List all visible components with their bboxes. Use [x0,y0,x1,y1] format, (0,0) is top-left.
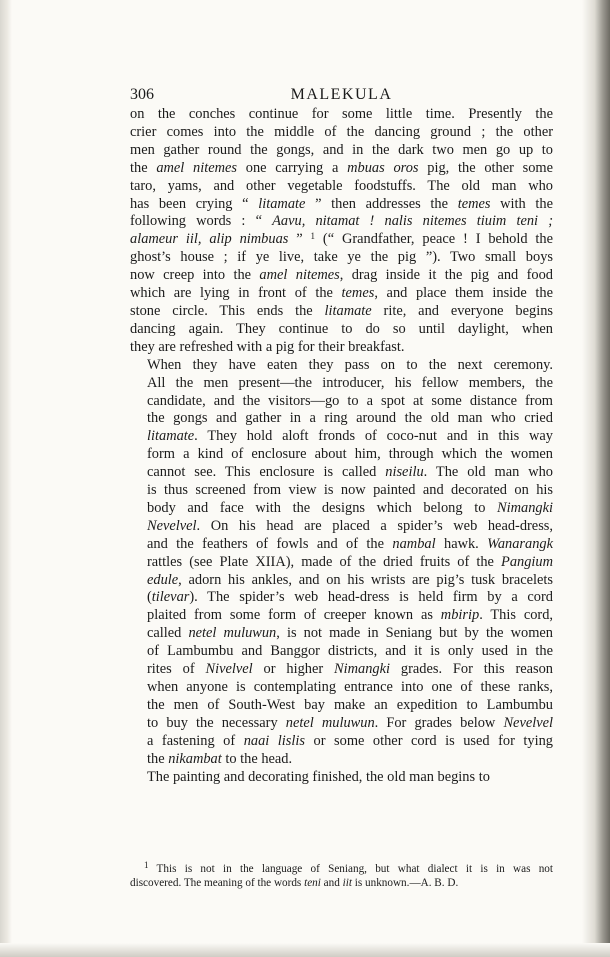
book-page [130,84,553,786]
text-line: rattles (see Plate XIIA), made of the dried fruits of the Pangium [147,553,553,570]
page-number: 306 [130,86,154,103]
text-line: All the men present—the introducer, his fellow members, the [147,374,553,391]
text-line: ghost’s house ; if ye live, take ye the pig ”). Two small boys [130,249,553,266]
text-line: has been crying “ litamate ” then addresses the temes with the [130,195,553,212]
text-line: the gongs and gather in a ring around the old man who cried [147,410,553,427]
text-line: candidate, and the visitors—go to a spot at some distance from [147,392,553,409]
text-line: on the conches continue for some little time. Presently the [130,106,553,122]
paragraph-3 [130,769,553,787]
text-line: they are refreshed with a pig for their breakfast. [130,338,405,355]
text-line: a fastening of naai lislis or some other cord is used for tying [147,732,553,749]
running-title: MALEKULA [290,86,393,103]
body-text [130,106,553,786]
text-line: plaited from some form of creeper known as mbirip. This cord, [147,607,553,624]
text-line: now creep into the amel nitemes, drag inside it the pig and food [130,267,553,284]
text-line: crier comes into the middle of the dancing ground ; the other [130,123,553,140]
text-line: the nikambat to the head. [147,750,293,767]
text-line: (tilevar). The spider’s web head-dress is held firm by a cord [147,589,553,606]
text-line: the men of South-West bay make an expedition to Lambumbu [147,696,553,713]
footnote-line: $^1$ This is not in the language of Seniang, but what dialect it is in was not [144,860,553,875]
text-line: dancing again. They continue to do so until daylight, when [130,320,553,337]
text-line: edule, adorn his ankles, and on his wrists are pig’s tusk bracelets [147,571,553,588]
paragraph-2 [130,357,553,769]
text-line: is thus screened from view is now painted and decorated on his [147,482,553,499]
text-line: rites of Nivelvel or higher Nimangki grades. For this reason [147,661,553,678]
text-line: men gather round the gongs, and in the dark two men go up to [130,141,553,158]
text-line: and the feathers of fowls and of the nambal hawk. Wanarangk [147,535,553,552]
running-head [130,84,553,106]
text-line: stone circle. This ends the litamate rite, and everyone begins [130,302,553,319]
text-line: the amel nitemes one carrying a mbuas oros pig, the other some [130,159,554,176]
text-line: form a kind of enclosure about him, through which the women [147,446,553,463]
paragraph-1 [130,106,553,357]
footnote-line: discovered. The meaning of the words teni and iit is unknown.—A. B. D. [130,876,459,889]
text-line: when anyone is contemplating entrance into one of these ranks, [147,679,553,695]
page-gutter-left [0,0,12,957]
text-line: called netel muluwun, is not made in Seniang but by the women [147,625,553,642]
text-line: which are lying in front of the temes, and place them inside the [130,285,553,302]
text-line: alameur iil, alip nimbuas ” $^1$ (“ Grandfather, peace ! I behold the [130,231,553,248]
text-line: cannot see. This enclosure is called niseilu. The old man who [147,464,553,481]
page-bottom-edge [0,943,610,957]
text-line: body and face with the designs which belong to Nimangki [147,499,553,516]
footnote [130,860,553,890]
text-line: When they have eaten they pass on to the next ceremony. [147,356,553,373]
text-line: The painting and decorating finished, the old man begins to [147,768,490,785]
text-line: taro, yams, and other vegetable foodstuffs. The old man who [130,177,553,194]
text-line: litamate. They hold aloft fronds of coco-nut and in this way [147,428,553,445]
text-line: following words : “ Aavu, nitamat ! nalis nitemes tiuim teni ; [130,213,553,230]
text-line: Nevelvel. On his head are placed a spider’s web head-dress, [147,517,553,534]
book-spine-shadow [582,0,610,957]
text-line: of Lambumbu and Banggor districts, and it is only used in the [147,643,553,660]
text-line: to buy the necessary netel muluwun. For grades below Nevelvel [147,714,553,731]
